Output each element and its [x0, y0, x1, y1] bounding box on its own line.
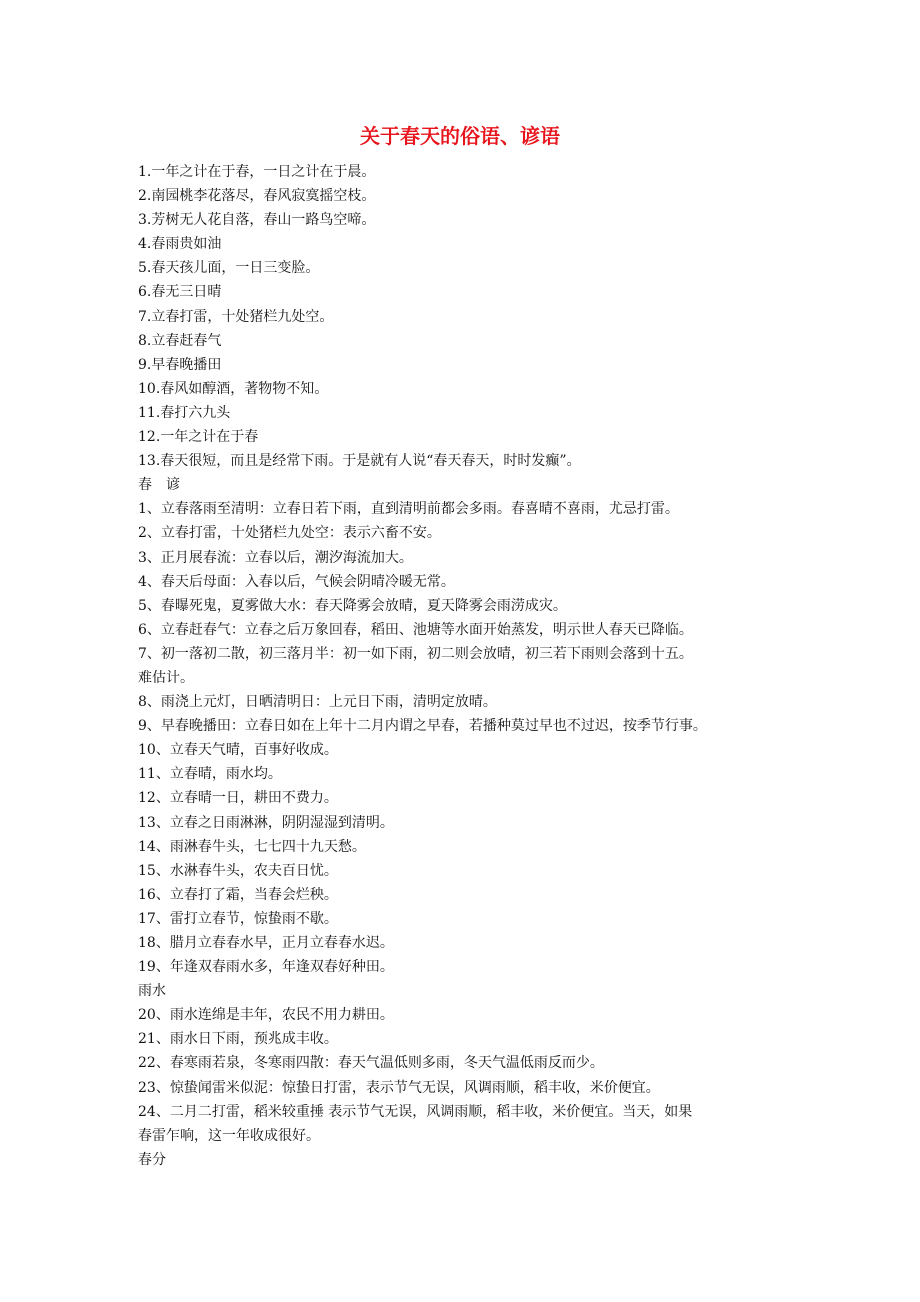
text-line: 1、立春落雨至清明：立春日若下雨，直到清明前都会多雨。春喜晴不喜雨，尤忌打雷。 [138, 501, 679, 518]
text-line: 7、初一落初二散，初三落月半：初一如下雨，初二则会放晴，初三若下雨则会落到十五。 [138, 645, 693, 662]
text-line: 10、立春天气晴，百事好收成。 [138, 742, 338, 759]
text-line: 6.春无三日晴 [138, 284, 222, 301]
text-line: 春雷乍响，这一年收成很好。 [138, 1127, 320, 1144]
text-line: 12.一年之计在于春 [138, 429, 259, 446]
text-line: 5.春天孩儿面，一日三变脸。 [138, 260, 320, 277]
text-line: 21、雨水日下雨，预兆成丰收。 [138, 1031, 338, 1048]
text-line: 13、立春之日雨淋淋，阴阴湿湿到清明。 [138, 814, 394, 831]
text-line: 12、立春晴一日，耕田不费力。 [138, 790, 338, 807]
text-line: 4.春雨贵如油 [138, 236, 222, 253]
text-line: 3.芳树无人花自落，春山一路鸟空啼。 [138, 212, 376, 229]
text-line: 13.春天很短，而且是经常下雨。于是就有人说“春天春天，时时发癫”。 [138, 453, 581, 470]
text-line: 17、雷打立春节，惊蛰雨不歇。 [138, 910, 338, 927]
text-line: 11.春打六九头 [138, 404, 231, 421]
text-line: 8、雨浇上元灯，日晒清明日：上元日下雨，清明定放晴。 [138, 694, 497, 711]
section-heading: 春分 [138, 1151, 166, 1168]
text-line: 9.早春晚播田 [138, 356, 222, 373]
text-line: 1.一年之计在于春，一日之计在于晨。 [138, 164, 376, 180]
document-body [138, 160, 788, 1172]
text-line: 8.立春赶春气 [138, 332, 222, 349]
text-line: 3、正月展春流：立春以后，潮汐海流加大。 [138, 549, 413, 566]
text-line: 10.春风如醇酒，著物物不知。 [138, 380, 329, 397]
text-line: 24、二月二打雷，稻米较重捶 表示节气无误，风调雨顺，稻丰收，米价便宜。当天，如果 [138, 1103, 693, 1120]
section-heading: 春 谚 [138, 477, 180, 494]
text-line: 22、春寒雨若泉，冬寒雨四散：春天气温低则多雨，冬天气温低雨反而少。 [138, 1055, 604, 1072]
text-line: 14、雨淋春牛头，七七四十九天愁。 [138, 838, 366, 855]
text-line: 6、立春赶春气：立春之后万象回春，稻田、池塘等水面开始蒸发，明示世人春天已降临。 [138, 621, 693, 638]
text-line: 23、惊蛰闻雷米似泥：惊蛰日打雷，表示节气无误，风调雨顺，稻丰收，米价便宜。 [138, 1079, 660, 1096]
text-line: 难估计。 [138, 669, 194, 686]
section-heading: 雨水 [138, 983, 166, 1000]
text-line: 4、春天后母面：入春以后，气候会阴晴冷暖无常。 [138, 573, 455, 590]
text-line: 20、雨水连绵是丰年，农民不用力耕田。 [138, 1007, 394, 1024]
text-line: 2.南园桃李花落尽，春风寂寞摇空枝。 [138, 188, 376, 205]
text-line: 15、水淋春牛头，农夫百日忧。 [138, 862, 338, 879]
text-line: 11、立春晴，雨水均。 [138, 766, 282, 783]
text-line: 7.立春打雷，十处猪栏九处空。 [138, 308, 334, 325]
text-line: 2、立春打雷，十处猪栏九处空：表示六畜不安。 [138, 525, 441, 542]
document-title: 关于春天的俗语、谚语 [360, 124, 560, 148]
text-line: 16、立春打了霜，当春会烂秧。 [138, 886, 338, 903]
text-line: 9、早春晚播田：立春日如在上年十二月内谓之早春，若播种莫过早也不过迟，按季节行事。 [138, 718, 707, 735]
text-line: 5、春曝死鬼，夏雾做大水：春天降雾会放晴，夏天降雾会雨涝成灾。 [138, 597, 567, 614]
text-line: 19、年逢双春雨水多，年逢双春好种田。 [138, 959, 394, 976]
text-line: 18、腊月立春春水早，正月立春春水迟。 [138, 935, 394, 951]
